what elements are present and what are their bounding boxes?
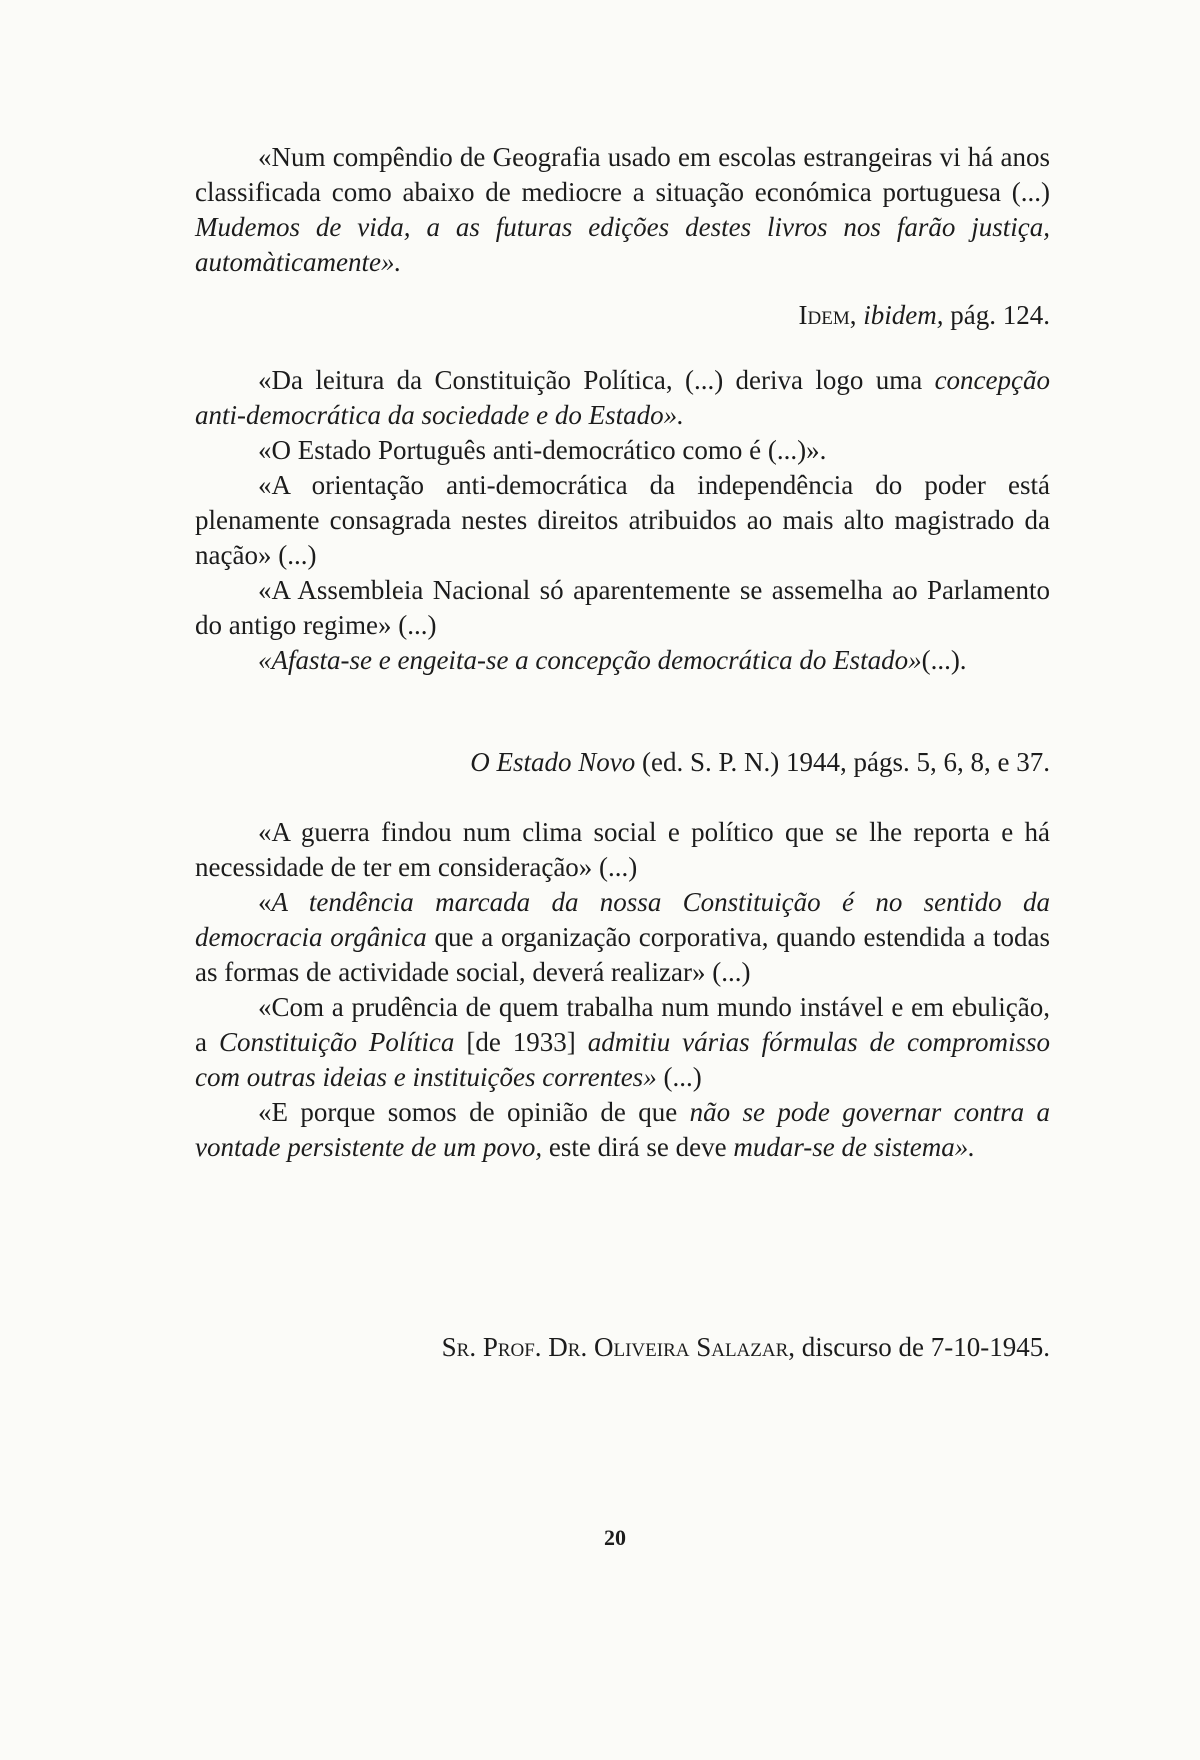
citation-idem (799, 298, 1050, 333)
citation-estado-novo (470, 745, 1050, 780)
quote-text: «Num compêndio de Geografia usado em escolas estrangeiras vi há anos classificada como abaixo de mediocre a situação económica portuguesa (...) (195, 142, 1050, 207)
quote-text: « (258, 887, 272, 917)
quote-text: «A Assembleia Nacional só aparentemente se assemelha ao Parlamento do antigo regime» (...) (195, 575, 1050, 640)
citation-page: pág. 124. (950, 300, 1050, 330)
quote-emphasis: não se pode governar contra a vontade persistente de um povo, (195, 1097, 1050, 1162)
quote-paragraph (195, 1095, 1050, 1165)
quote-text: (...). (921, 645, 967, 675)
page-number: 20 (604, 1525, 626, 1550)
quote-geografia (195, 140, 1050, 280)
citation-work: O Estado Novo (470, 747, 636, 777)
quote-text: [de 1933] (454, 1027, 588, 1057)
quote-emphasis: mudar-se de sistema». (733, 1132, 976, 1162)
quote-paragraph (195, 468, 1050, 573)
quote-paragraph (195, 643, 1050, 678)
quote-paragraph (195, 363, 1050, 433)
citation-author: Sr. Prof. Dr. Oliveira Salazar, (441, 1332, 796, 1362)
citation-details: (ed. S. P. N.) 1944, págs. 5, 6, 8, e 37. (642, 747, 1050, 777)
citation-author: Idem, (798, 300, 857, 330)
quote-paragraph (195, 885, 1050, 990)
quote-text: que a organização corporativa, quando estendida a todas as formas de actividade social, deverá realizar» (...) (195, 922, 1050, 987)
quote-text: «A guerra findou num clima social e político que se lhe reporta e há necessidade de ter em consideração» (...) (195, 817, 1050, 882)
quote-estado-novo (195, 363, 1050, 678)
quote-text: «A orientação anti-democrática da independência do poder está plenamente consagrada nestes direitos atribuidos ao mais alto magistrado da nação» (...) (195, 470, 1050, 570)
quote-text: «O Estado Português anti-democrático como é (...)». (258, 435, 827, 465)
quote-emphasis: Mudemos de vida, a as futuras edições destes livros nos farão justiça, automàticamente». (195, 212, 1050, 277)
quote-text: «Com a prudência de quem trabalha num mundo instável e em ebulição, a (195, 992, 1050, 1057)
quote-emphasis: «Afasta-se e engeita-se a concepção democrática do Estado» (258, 645, 922, 675)
quote-emphasis: A tendência marcada da nossa Constituição é no sentido da democracia orgânica (195, 887, 1050, 952)
quote-emphasis: Constituição Política (218, 1027, 455, 1057)
citation-work: ibidem, (863, 300, 944, 330)
quote-text: este dirá se deve (542, 1132, 734, 1162)
quote-paragraph (195, 140, 1050, 280)
quote-text: «E porque somos de opinião de que (258, 1097, 690, 1127)
quote-text: «Da leitura da Constituição Política, (...) deriva logo uma (258, 365, 935, 395)
citation-details: discurso de 7-10-1945. (801, 1332, 1050, 1362)
quote-paragraph (195, 815, 1050, 885)
quote-emphasis: concepção anti-democrática da sociedade e do Estado». (195, 365, 1050, 430)
quote-text: (...) (656, 1062, 702, 1092)
citation-salazar (442, 1330, 1050, 1365)
quote-emphasis: admitiu várias fórmulas de compromisso com outras ideias e instituições correntes» (195, 1027, 1050, 1092)
quote-paragraph (195, 990, 1050, 1095)
quote-paragraph (195, 433, 1050, 468)
quote-discurso (195, 815, 1050, 1165)
quote-paragraph (195, 573, 1050, 643)
